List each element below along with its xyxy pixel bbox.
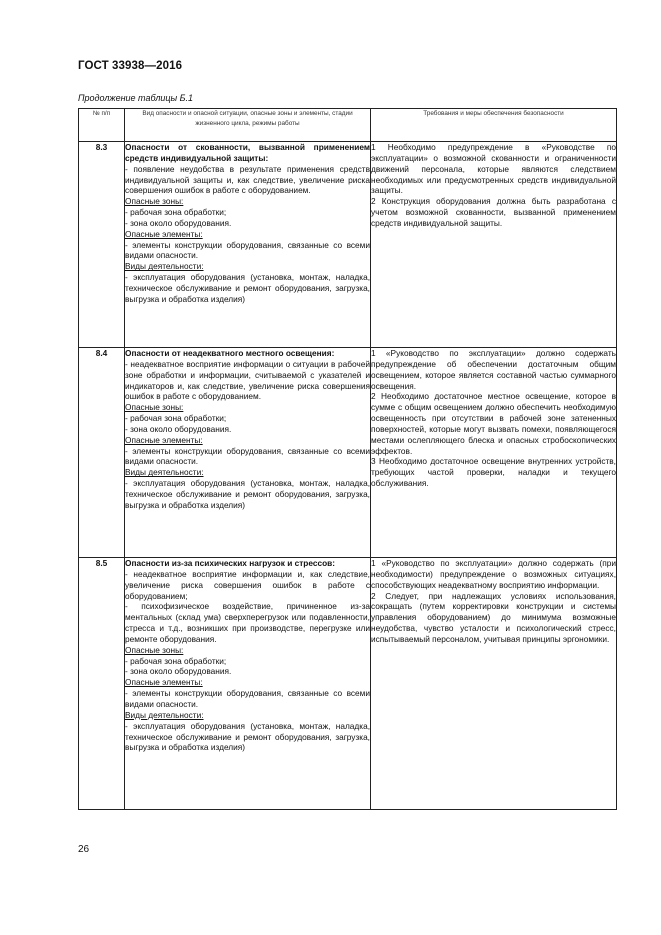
row-number: 8.4	[79, 348, 125, 558]
hazard-description-2: - психофизическое воздействие, причиненное из-за ментальных (склад ума) сверхперегрузок или подавленности, стресса и т.д., возникших при производстве, перегрузке или ремонте оборудования.	[125, 601, 370, 644]
requirements-cell	[371, 348, 617, 558]
requirement-item: 1 «Руководство по эксплуатации» должно содержать (при необходимости) предупреждение о возможных ситуациях, способствующих неадекватному восприятию информации.	[371, 558, 616, 590]
requirements-cell	[371, 142, 617, 348]
activities-label: Виды деятельности:	[125, 709, 204, 720]
hazard-cell	[125, 348, 371, 558]
elements-label: Опасные элементы:	[125, 228, 203, 239]
table-caption: Продолжение таблицы Б.1	[78, 93, 194, 103]
requirement-item: 2 Следует, при надлежащих условиях использования, сокращать (путем корректировки конструкции и системы управления оборудованием) до минимума возможные неудобства, чувство усталости и психологический стресс, испытываемый персоналом, учитывая принципы эргономики.	[371, 590, 616, 644]
requirement-item: 2 Необходимо достаточное местное освещение, которое в сумме с общим освещением должно обеспечить необходимую освещенность при отсутствии в рабочей зоне затененных поверхностей, которые могут вызвать помехи, появляющегося местами ослепляющего блеска и опасных стробоскопических эффектов.	[371, 391, 616, 456]
hazard-title: Опасности от скованности, вызванной применением средств индивидуальной защиты:	[125, 142, 370, 163]
activities-label: Виды деятельности:	[125, 467, 204, 478]
zone-item: - зона около оборудования.	[125, 217, 232, 228]
elements-text: - элементы конструкции оборудования, связанные со всеми видами опасности.	[125, 688, 370, 709]
header-hazard: Вид опасности и опасной ситуации, опасные зоны и элементы, стадии жизненного цикла, режимы работы	[125, 109, 371, 142]
requirements-cell	[371, 558, 617, 810]
elements-label: Опасные элементы:	[125, 434, 203, 445]
hazard-cell	[125, 142, 371, 348]
requirement-item: 1 «Руководство по эксплуатации» должно содержать предупреждение об обеспечении достаточным общим освещением, которое является составной частью суммарного освещения.	[371, 348, 616, 391]
elements-label: Опасные элементы:	[125, 677, 203, 688]
activities-text: - эксплуатация оборудования (установка, монтаж, наладка, техническое обслуживание и ремонт оборудования, загрузка, выгрузка и обработка изделия)	[125, 272, 370, 304]
hazard-title: Опасности из-за психических нагрузок и стрессов:	[125, 558, 336, 568]
elements-text: - элементы конструкции оборудования, связанные со всеми видами опасности.	[125, 445, 370, 467]
hazard-description: - неадекватное восприятие информации о ситуации в рабочей зоне обработки и информации, считываемой с указателей и индикаторов и, как следствие, увеличение риска совершения ошибок в работе с оборудованием.	[125, 358, 370, 402]
zone-item: - зона около оборудования.	[125, 423, 232, 434]
activities-text: - эксплуатация оборудования (установка, монтаж, наладка, техническое обслуживание и ремонт оборудования, загрузка, выгрузка и обработка изделия)	[125, 478, 370, 510]
row-number: 8.5	[79, 558, 125, 810]
requirement-item: 3 Необходимо достаточное освещение внутренних устройств, требующих частой проверки, наладки и текущего обслуживания.	[371, 456, 616, 489]
zones-label: Опасные зоны:	[125, 644, 184, 655]
header-requirements: Требования и меры обеспечения безопасности	[371, 109, 617, 142]
zone-item: - зона около оборудования.	[125, 666, 232, 677]
document-title: ГОСТ 33938—2016	[78, 60, 183, 72]
elements-text: - элементы конструкции оборудования, связанные со всеми видами опасности.	[125, 239, 370, 261]
table-row	[79, 142, 617, 348]
table-row	[79, 348, 617, 558]
table-row	[79, 558, 617, 810]
hazard-cell	[125, 558, 371, 810]
zone-item: - рабочая зона обработки;	[125, 207, 227, 218]
page-number: 26	[78, 844, 90, 855]
activities-label: Виды деятельности:	[125, 261, 204, 272]
table-header-row	[79, 109, 617, 142]
activities-text: - эксплуатация оборудования (установка, монтаж, наладка, техническое обслуживание и ремонт оборудования, загрузка, выгрузка и обработка изделия)	[125, 720, 370, 753]
row-number: 8.3	[79, 142, 125, 348]
zone-item: - рабочая зона обработки;	[125, 413, 227, 424]
zones-label: Опасные зоны:	[125, 196, 184, 207]
safety-requirements-table	[78, 108, 617, 810]
zone-item: - рабочая зона обработки;	[125, 655, 227, 666]
hazard-description: - неадекватное восприятие информации и, как следствие, увеличение риска совершения ошибок в работе с оборудованием;	[125, 568, 370, 601]
requirement-item: 2 Конструкция оборудования должна быть разработана с учетом возможной скованности, вызванной применением средств индивидуальной защиты.	[371, 196, 616, 228]
hazard-description: - появление неудобства в результате применения средств индивидуальной защиты и, как следствие, увеличение риска совершения ошибок в работе с оборудованием.	[125, 163, 370, 196]
requirement-item: 1 Необходимо предупреждение в «Руководстве по эксплуатации» о возможной скованности и ограниченности движений персонала, которые являются следствием необходимых или предусмотренных средств индивидуальной защиты.	[371, 142, 616, 196]
zones-label: Опасные зоны:	[125, 402, 184, 413]
hazard-title: Опасности от неадекватного местного освещения:	[125, 348, 335, 358]
header-number: № п/п	[79, 109, 125, 142]
